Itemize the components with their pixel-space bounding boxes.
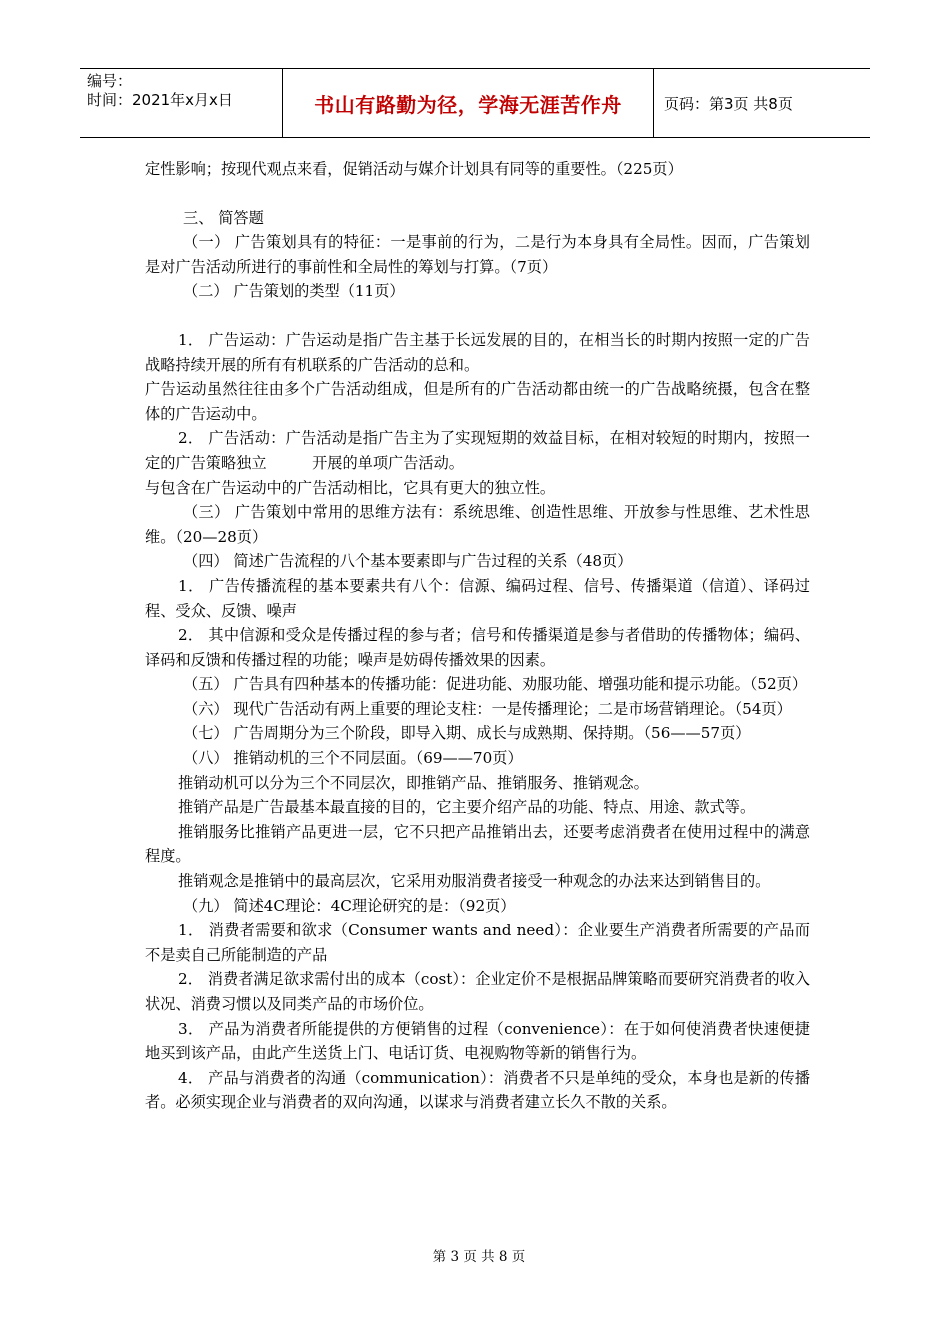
paragraph: 2． 消费者满足欲求需付出的成本（cost）：企业定价不是根据品牌策略而要研究消费者的收入状况、消费习惯以及同类产品的市场价位。 [145,970,810,1013]
paragraph: 广告运动虽然往往由多个广告活动组成，但是所有的广告活动都由统一的广告战略统摄，包含在整体的广告运动中。 [145,380,810,423]
header-motto: 书山有路勤为径，学海无涯苦作舟 [283,69,654,137]
paragraph: （九） 简述4C理论：4C理论研究的是：（92页） [183,896,516,915]
paragraph: （三） 广告策划中常用的思维方法有：系统思维、创造性思维、开放参与性思维、艺术性思维。（20—28页） [145,503,810,546]
paragraph: 三、 简答题 [183,208,264,227]
header-meta-cell [80,69,283,137]
paragraph: （四） 简述广告流程的八个基本要素即与广告过程的关系（48页） [183,552,633,571]
paragraph: 1． 消费者需要和欲求（Consumer wants and need）：企业要生产消费者所需要的产品而不是卖自己所能制造的产品 [145,921,810,964]
paragraph: 1． 广告传播流程的基本要素共有八个：信源、编码过程、信号、传播渠道（信道）、译码过程、受众、反馈、噪声 [145,576,810,620]
paragraph: （一） 广告策划具有的特征：一是事前的行为，二是行为本身具有全局性。因而，广告策划是对广告活动所进行的事前性和全局性的筹划与打算。（7页） [145,233,810,276]
paragraph: 推销观念是推销中的最高层次，它采用劝服消费者接受一种观念的办法来达到销售目的。 [178,872,771,891]
paragraph: 推销动机可以分为三个不同层次，即推销产品、推销服务、推销观念。 [178,773,649,792]
paragraph: （七） 广告周期分为三个阶段，即导入期、成长与成熟期、保持期。（56——57页） [183,724,751,743]
paragraph: （五） 广告具有四种基本的传播功能：促进功能、劝服功能、增强功能和提示功能。（52页） [183,675,808,694]
paragraph: （六） 现代广告活动有两上重要的理论支柱：一是传播理论；二是市场营销理论。（54页） [183,699,792,718]
paragraph: 1． 广告运动：广告运动是指广告主基于长远发展的目的，在相当长的时期内按照一定的广告战略持续开展的所有有机联系的广告活动的总和。 [145,330,810,374]
paragraph: 推销服务比推销产品更进一层，它不只把产品推销出去，还要考虑消费者在使用过程中的满意程度。 [145,822,810,866]
paragraph: 与包含在广告运动中的广告活动相比，它具有更大的独立性。 [145,478,556,497]
paragraph: 定性影响；按现代观点来看，促销活动与媒介计划具有同等的重要性。（225页） [145,160,683,178]
paragraph: 3． 产品为消费者所能提供的方便销售的过程（convenience）：在于如何使消费者快速便捷地买到该产品，由此产生送货上门、电话订货、电视购物等新的销售行为。 [145,1019,810,1063]
header-page-info: 页码：第3页 共8页 [664,94,793,113]
blank-line [145,182,810,206]
blank-line [145,304,810,328]
paragraph: （八） 推销动机的三个不同层面。（69——70页） [183,749,523,768]
paragraph: （二） 广告策划的类型（11页） [183,282,405,301]
paragraph: 推销产品是广告最基本最直接的目的，它主要介绍产品的功能、特点、用途、款式等。 [178,798,756,817]
paragraph: 2． 广告活动：广告活动是指广告主为了实现短期的效益目标，在相对较短的时期内，按照一定的广告策略独立 开展的单项广告活动。 [145,429,810,472]
paragraph: 4． 产品与消费者的沟通（communication）：消费者不只是单纯的受众，本身也是新的传播者。必须实现企业与消费者的双向沟通，以谋求与消费者建立长久不散的关系。 [145,1068,810,1112]
document-header [80,68,870,138]
page-footer: 第 3 页 共 8 页 [432,1249,526,1265]
paragraph: 2． 其中信源和受众是传播过程的参与者；信号和传播渠道是参与者借助的传播物体；编码、译码和反馈和传播过程的功能；噪声是妨碍传播效果的因素。 [145,626,810,669]
date-label: 时间：2021年x月x日 [87,91,233,109]
number-label: 编号： [87,72,133,90]
document-body [145,157,810,1115]
